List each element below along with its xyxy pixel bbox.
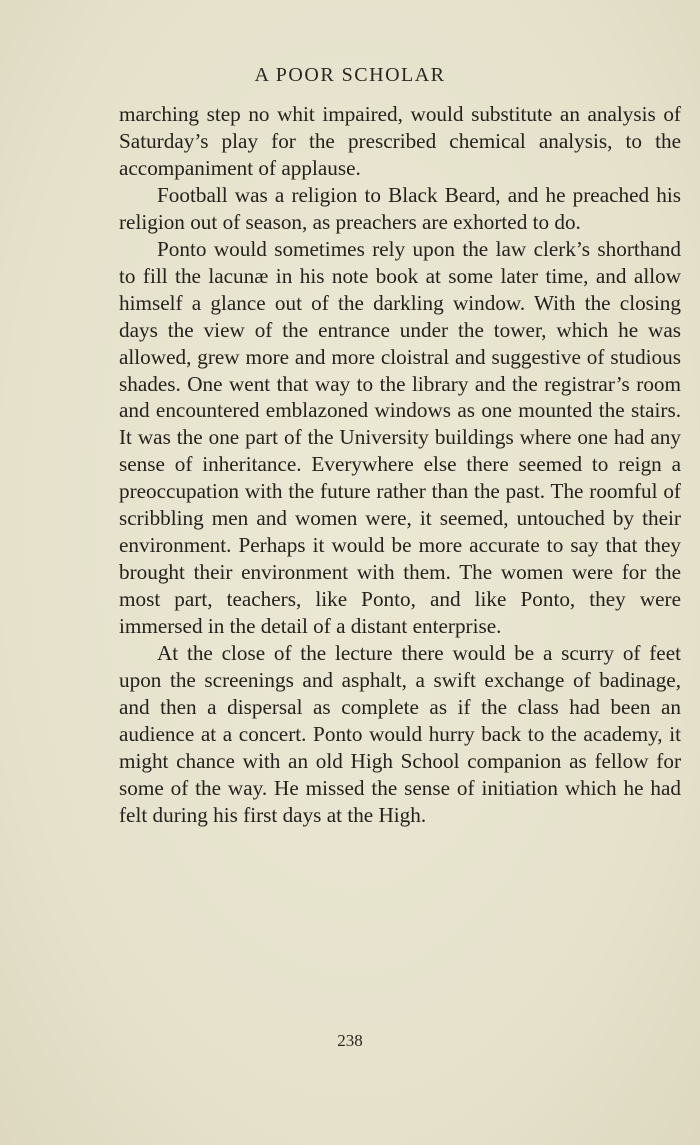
body-text [119, 101, 681, 829]
paragraph-continued: marching step no whit impaired, would substitute an analysis of Saturday’s play for the prescribed chemical analysis, to the accompaniment of applause. [119, 102, 681, 180]
paragraph-ponto-window: Ponto would sometimes rely upon the law clerk’s shorthand to fill the lacunæ in his note book at some later time, and allow himself a glance out of the darkling window. With the closing days the view of the entrance under the tower, which he was allowed, grew more and more cloistral and suggestive of studious shades. One went that way to the library and the registrar’s room and encountered emblazoned windows as one mounted the stairs. It was the one part of the University buildings where one had any sense of inheritance. Everywhere else there seemed to reign a preoccupation with the future rather than the past. The roomful of scribbling men and women were, it seemed, untouched by their environment. Perhaps it would be more accurate to say that they brought their environment with them. The women were for the most part, teachers, like Ponto, and like Ponto, they were immersed in the detail of a distant enterprise. [119, 236, 681, 639]
paragraph-lecture-close: At the close of the lecture there would be a scurry of feet upon the screenings and asphalt, a swift exchange of badinage, and then a dispersal as complete as if the class had been an audience at a concert. Ponto would hurry back to the academy, it might chance with an old High School companion as fellow for some of the way. He missed the sense of initiation which he had felt during his first days at the High. [119, 641, 681, 827]
running-head: A POOR SCHOLAR [254, 64, 446, 86]
paragraph-football: Football was a religion to Black Beard, and he preached his religion out of season, as preachers are exhorted to do. [119, 182, 681, 234]
page-number: 238 [337, 1031, 363, 1050]
